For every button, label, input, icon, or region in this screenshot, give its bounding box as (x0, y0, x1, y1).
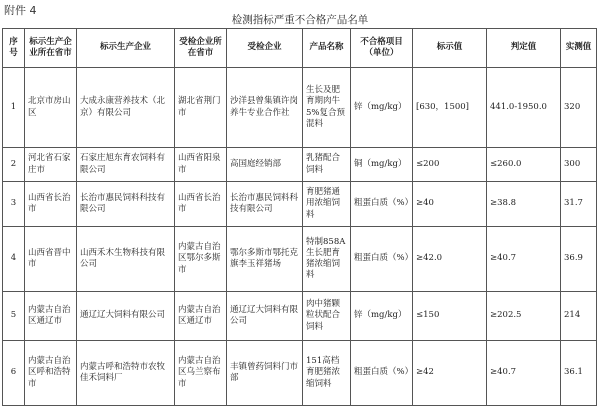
cell-measured: 300 (561, 148, 597, 182)
cell-no: 1 (3, 68, 25, 148)
cell-labeled: ≥42.0 (413, 227, 487, 292)
table-row (3, 292, 597, 341)
header-no: 序号 (3, 29, 25, 68)
header-inspected: 受检企业 (227, 29, 303, 68)
cell-measured: 214 (561, 292, 597, 341)
cell-inspected-region: 内蒙古自治区鄂尔多斯市 (175, 227, 227, 292)
table-row (3, 341, 597, 406)
table-row (3, 227, 597, 292)
cell-producer: 内蒙古呼和浩特市农牧佳禾饲料厂 (77, 341, 175, 406)
header-producer: 标示生产企业 (77, 29, 175, 68)
header-producer-region: 标示生产企业所在省市 (25, 29, 77, 68)
header-measured: 实测值 (561, 29, 597, 68)
cell-product: 生长及肥育期肉牛5%复合预混料 (303, 68, 351, 148)
cell-inspected-region: 山西省长治市 (175, 182, 227, 227)
header-product: 产品名称 (303, 29, 351, 68)
header-judged: 判定值 (487, 29, 561, 68)
cell-inspected-region: 内蒙古自治区乌兰察布市 (175, 341, 227, 406)
cell-producer: 通辽辽大饲料有限公司 (77, 292, 175, 341)
cell-item: 粗蛋白质（%） (351, 341, 413, 406)
cell-no: 6 (3, 341, 25, 406)
document-title: 检测指标严重不合格产品名单 (231, 14, 369, 26)
failed-products-table (2, 28, 597, 406)
cell-judged: ≥40.7 (487, 227, 561, 292)
cell-inspected: 长治市惠民饲料科技有限公司 (227, 182, 303, 227)
cell-producer: 石家庄旭东育农饲料有限公司 (77, 148, 175, 182)
cell-no: 4 (3, 227, 25, 292)
cell-producer-region: 北京市房山区 (25, 68, 77, 148)
cell-inspected-region: 内蒙古自治区通辽市 (175, 292, 227, 341)
cell-judged: ≥202.5 (487, 292, 561, 341)
cell-producer-region: 河北省石家庄市 (25, 148, 77, 182)
header-item: 不合格项目（单位） (351, 29, 413, 68)
cell-no: 5 (3, 292, 25, 341)
table-header-row (3, 29, 597, 68)
cell-labeled: ≥40 (413, 182, 487, 227)
cell-labeled: ≤200 (413, 148, 487, 182)
attachment-label: 附件 4 (4, 4, 37, 17)
cell-inspected: 高国庭经销部 (227, 148, 303, 182)
cell-item: 锌（mg/kg） (351, 292, 413, 341)
cell-product: 乳猪配合饲料 (303, 148, 351, 182)
header-inspected-region: 受检企业所在省市 (175, 29, 227, 68)
cell-inspected: 通辽辽大饲料有限公司 (227, 292, 303, 341)
cell-inspected-region: 湖北省荆门市 (175, 68, 227, 148)
cell-measured: 320 (561, 68, 597, 148)
cell-item: 锌（mg/kg） (351, 68, 413, 148)
cell-product: 育肥猪通用浓缩饲料 (303, 182, 351, 227)
cell-item: 粗蛋白质（%） (351, 227, 413, 292)
cell-producer: 大成永康营养技术（北京）有限公司 (77, 68, 175, 148)
cell-labeled: [630，1500] (413, 68, 487, 148)
cell-judged: ≤260.0 (487, 148, 561, 182)
table-row (3, 148, 597, 182)
cell-producer-region: 山西省长治市 (25, 182, 77, 227)
table-row (3, 68, 597, 148)
cell-producer-region: 内蒙古自治区呼和浩特市 (25, 341, 77, 406)
cell-labeled: ≥42 (413, 341, 487, 406)
cell-judged: ≥40.7 (487, 341, 561, 406)
cell-product: 肉中猪颗粒状配合饲料 (303, 292, 351, 341)
cell-product: 151高档育肥猪浓缩饲料 (303, 341, 351, 406)
cell-inspected: 丰镇曾药饲料门市部 (227, 341, 303, 406)
cell-no: 3 (3, 182, 25, 227)
cell-inspected-region: 山西省阳泉市 (175, 148, 227, 182)
cell-inspected: 沙洋县曾集镇许岗养牛专业合作社 (227, 68, 303, 148)
cell-inspected: 鄂尔多斯市鄂托克旗李玉祥猪场 (227, 227, 303, 292)
cell-judged: ≥38.8 (487, 182, 561, 227)
cell-producer: 山西禾木生物科技有限公司 (77, 227, 175, 292)
cell-producer: 长治市惠民饲料科技有限公司 (77, 182, 175, 227)
cell-item: 粗蛋白质（%） (351, 182, 413, 227)
cell-judged: 441.0-1950.0 (487, 68, 561, 148)
cell-producer-region: 内蒙古自治区通辽市 (25, 292, 77, 341)
cell-measured: 36.9 (561, 227, 597, 292)
cell-item: 铜（mg/kg） (351, 148, 413, 182)
cell-labeled: ≤150 (413, 292, 487, 341)
cell-no: 2 (3, 148, 25, 182)
cell-producer-region: 山西省晋中市 (25, 227, 77, 292)
cell-measured: 36.1 (561, 341, 597, 406)
cell-measured: 31.7 (561, 182, 597, 227)
cell-product: 特制858A生长肥育猪浓缩饲料 (303, 227, 351, 292)
header-labeled: 标示值 (413, 29, 487, 68)
table-row (3, 182, 597, 227)
